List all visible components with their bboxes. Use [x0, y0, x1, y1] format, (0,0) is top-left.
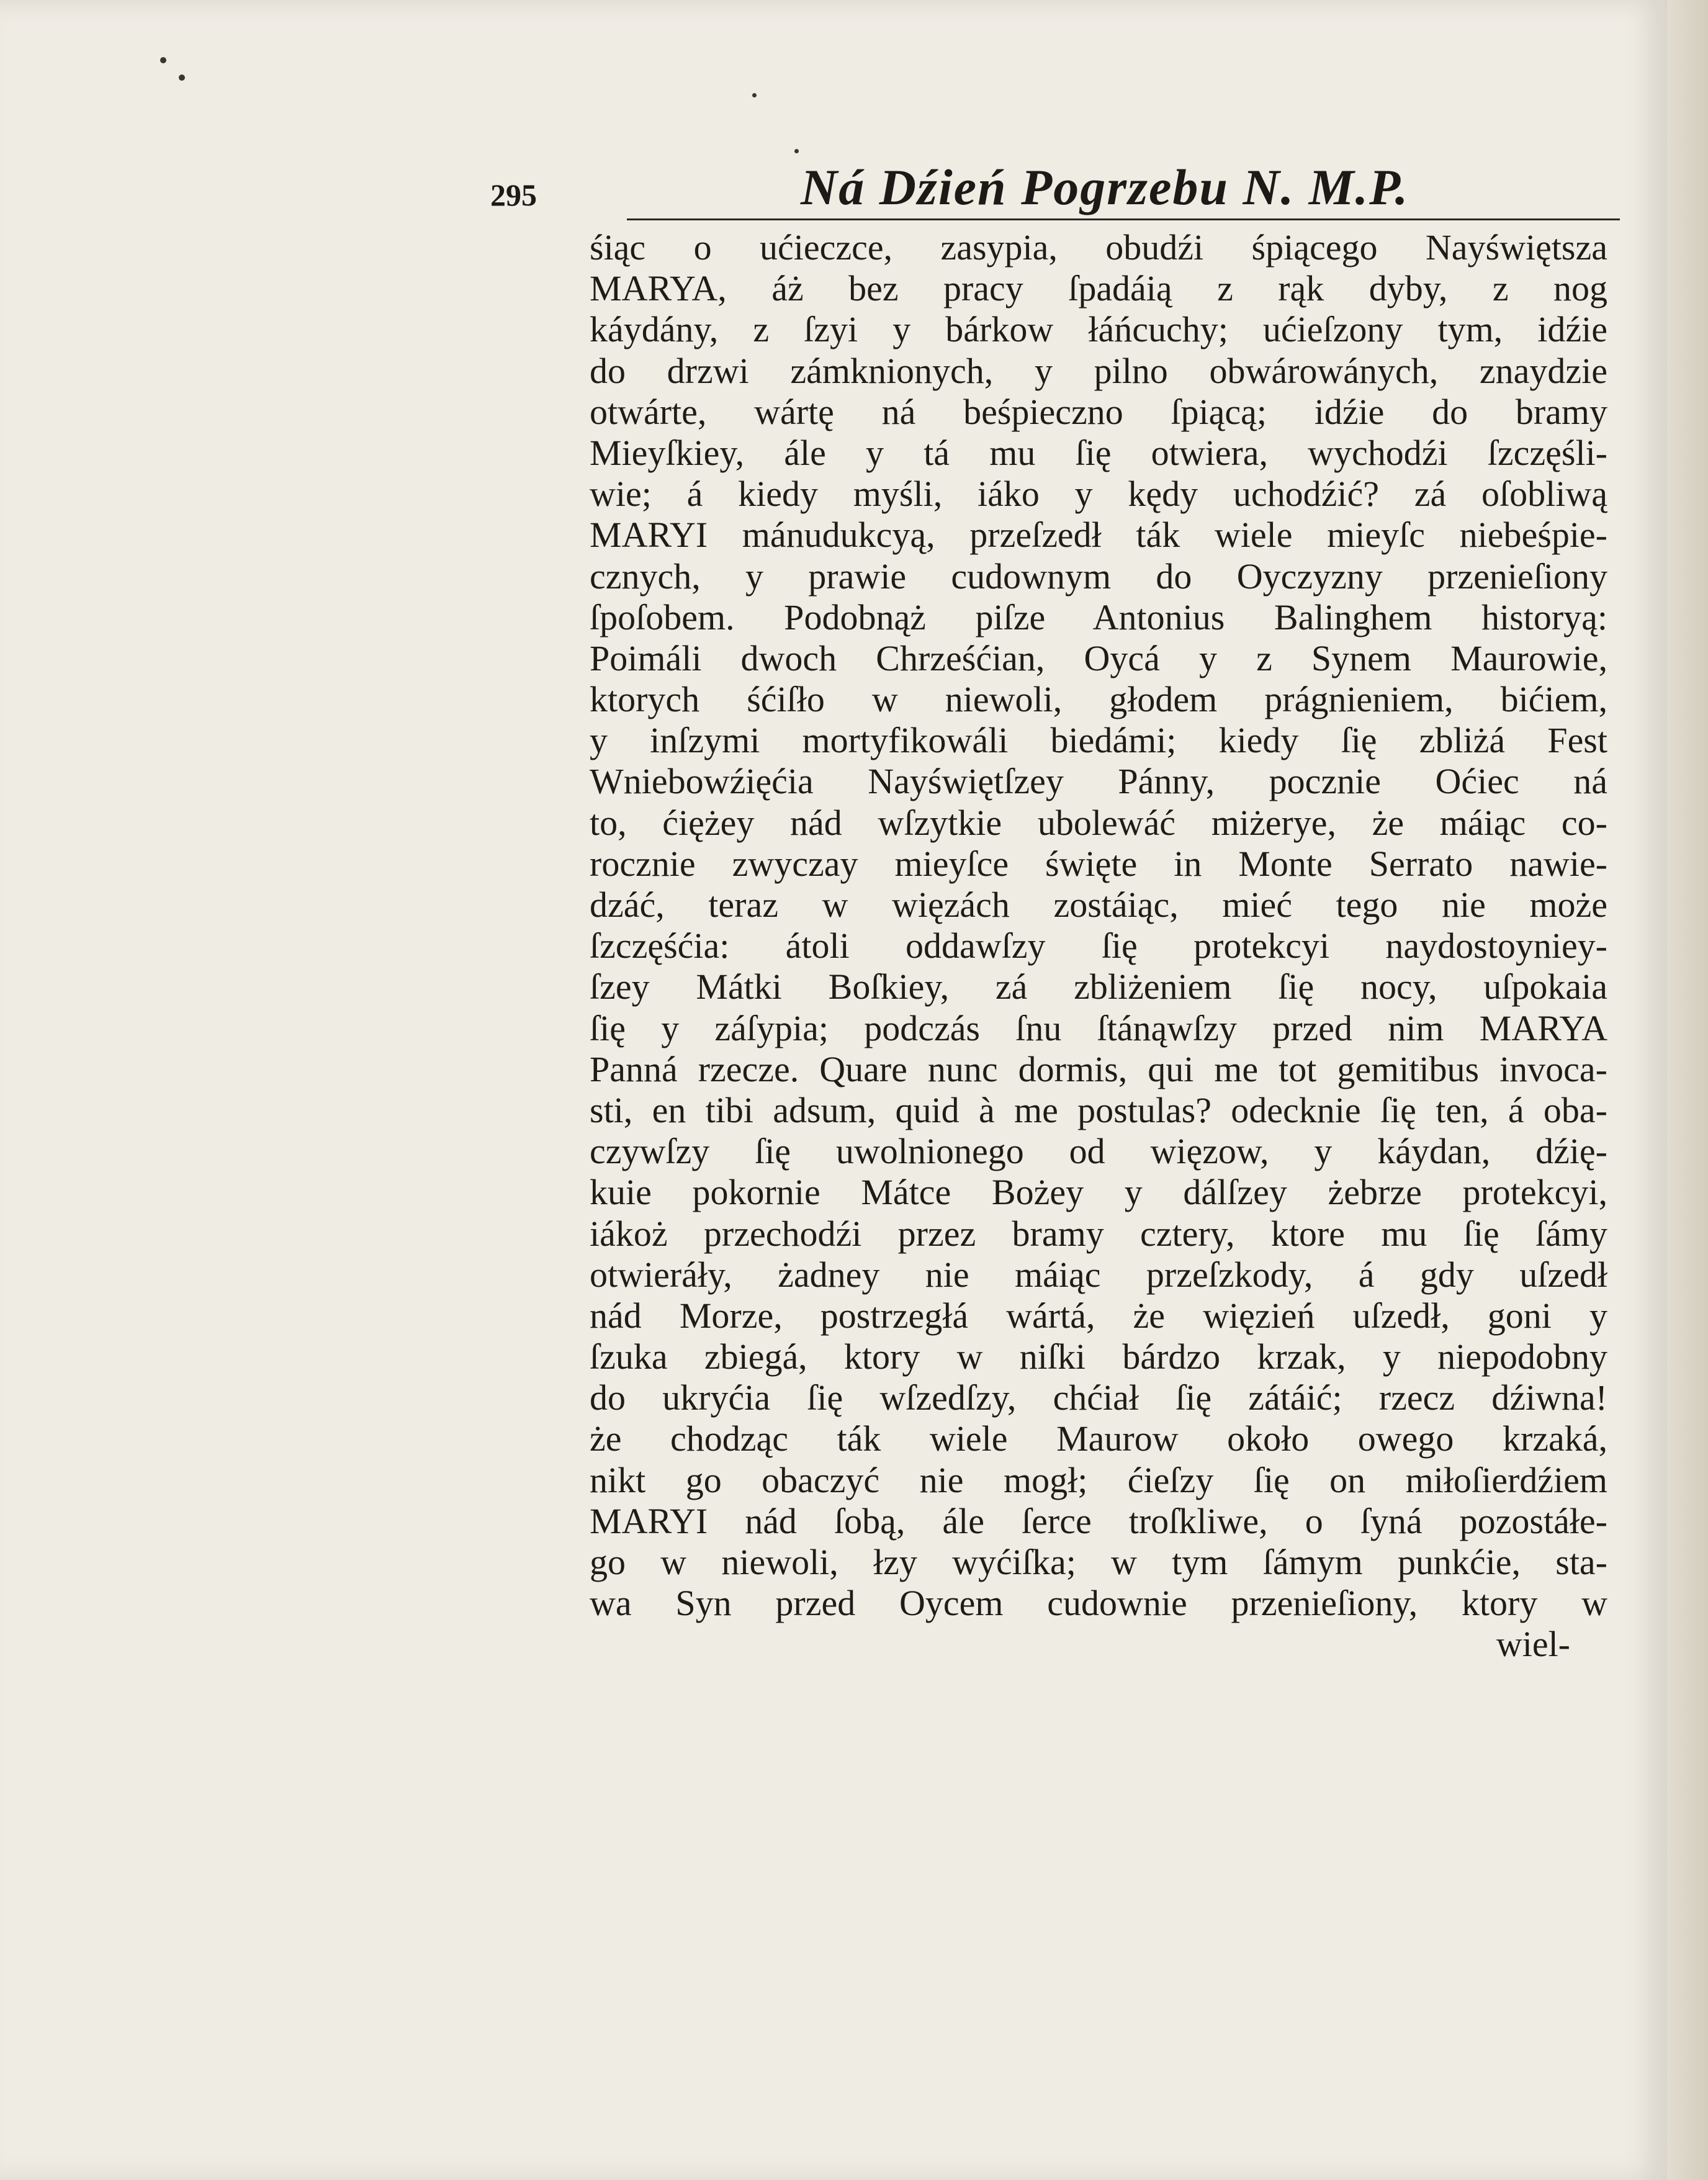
text-line: go w niewoli, łzy wyćiſka; w tym ſámym punkćie, sta-: [590, 1542, 1607, 1582]
text-line: czywſzy ſię uwolnionego od więzow, y káydan, dźię-: [590, 1131, 1607, 1172]
text-line: że chodząc ták wiele Maurow około owego krzaká,: [590, 1418, 1607, 1459]
text-line: wa Syn przed Oycem cudownie przenieſiony, ktory w: [590, 1583, 1607, 1624]
ink-speck: [179, 74, 185, 81]
text-line: nikt go obaczyć nie mogł; ćieſzy ſię on miłoſierdźiem: [590, 1459, 1607, 1500]
text-line: ſpoſobem. Podobnąż piſze Antonius Balinghem historyą:: [590, 597, 1607, 637]
ink-speck: [160, 57, 166, 63]
text-line: to, ćiężey nád wſzytkie ubolewáć miżerye, że máiąc co-: [590, 802, 1607, 843]
text-line: nád Morze, postrzegłá wártá, że więzień uſzedł, goni y: [590, 1295, 1607, 1336]
text-line: iákoż przechodźi przez bramy cztery, ktore mu ſię ſámy: [590, 1213, 1607, 1254]
text-line: do drzwi zámknionych, y pilno obwárowánych, znaydzie: [590, 350, 1607, 391]
text-line: śiąc o ućieczce, zasypia, obudźi śpiącego Nayświętsza: [590, 227, 1607, 268]
text-line: Poimáli dwoch Chrześćian, Oycá y z Synem Maurowie,: [590, 637, 1607, 678]
text-line: ſzuka zbiegá, ktory w niſki bárdzo krzak, y niepodobny: [590, 1336, 1607, 1377]
text-line: cznych, y prawie cudownym do Oyczyzny przenieſiony: [590, 556, 1607, 597]
text-line: Wniebowźięćia Nayświętſzey Pánny, pocznie Oćiec ná: [590, 761, 1607, 802]
text-line: Mieyſkiey, ále y tá mu ſię otwiera, wychodźi ſzczęśli-: [590, 432, 1607, 473]
text-line: ſzczęśćia: átoli oddawſzy ſię protekcyi naydostoyniey-: [590, 926, 1607, 966]
catchword: wiel-: [1496, 1624, 1570, 1665]
text-line: sti, en tibi adsum, quid à me postulas? odecknie ſię ten, á oba-: [590, 1089, 1607, 1130]
text-line: rocznie zwyczay mieyſce święte in Monte Serrato nawie-: [590, 843, 1607, 884]
text-line: káydány, z ſzyi y bárkow łáńcuchy; ućieſzony tym, idźie: [590, 309, 1607, 350]
text-line: do ukryćia ſię wſzedſzy, chćiał ſię zátáić; rzecz dźiwna!: [590, 1377, 1607, 1418]
text-line: Panná rzecze. Quare nunc dormis, qui me tot gemitibus invoca-: [590, 1048, 1607, 1089]
text-line: MARYI nád ſobą, ále ſerce troſkliwe, o ſyná pozostáłe-: [590, 1500, 1607, 1541]
text-line: MARYA, áż bez pracy ſpadáią z rąk dyby, z nog: [590, 268, 1607, 309]
text-line: otwieráły, żadney nie máiąc przeſzkody, á gdy uſzedł: [590, 1254, 1607, 1295]
running-head: [490, 158, 1626, 233]
text-line: MARYI mánudukcyą, przeſzedł ták wiele mieyſc niebeśpie-: [590, 515, 1607, 556]
body-text: [590, 227, 1607, 1665]
text-line: ſzey Mátki Boſkiey, zá zbliżeniem ſię nocy, uſpokaia: [590, 966, 1607, 1007]
text-line: dzáć, teraz w więzách zostáiąc, mieć tego nie może: [590, 885, 1607, 925]
page-title: Ná Dźień Pogrzebu N. M.P.: [801, 159, 1409, 215]
text-line: y inſzymi mortyfikowáli biedámi; kiedy ſię zbliżá Fest: [590, 720, 1607, 761]
text-line: kuie pokornie Mátce Bożey y dálſzey żebrze protekcyi,: [590, 1172, 1607, 1213]
text-line: wie; á kiedy myśli, iáko y kędy uchodźić? zá oſobliwą: [590, 474, 1607, 515]
header-rule: [627, 218, 1620, 220]
ink-speck: [794, 149, 799, 153]
text-line: ſię y záſypia; podczás ſnu ſtánąwſzy przed nim MARYA: [590, 1007, 1607, 1048]
ink-speck: [752, 93, 757, 97]
text-line: ktorych śćiſło w niewoli, głodem prágnieniem, bićiem,: [590, 679, 1607, 720]
text-line: otwárte, wártę ná beśpieczno ſpiącą; idźie do bramy: [590, 391, 1607, 432]
page-number: 295: [490, 178, 537, 212]
